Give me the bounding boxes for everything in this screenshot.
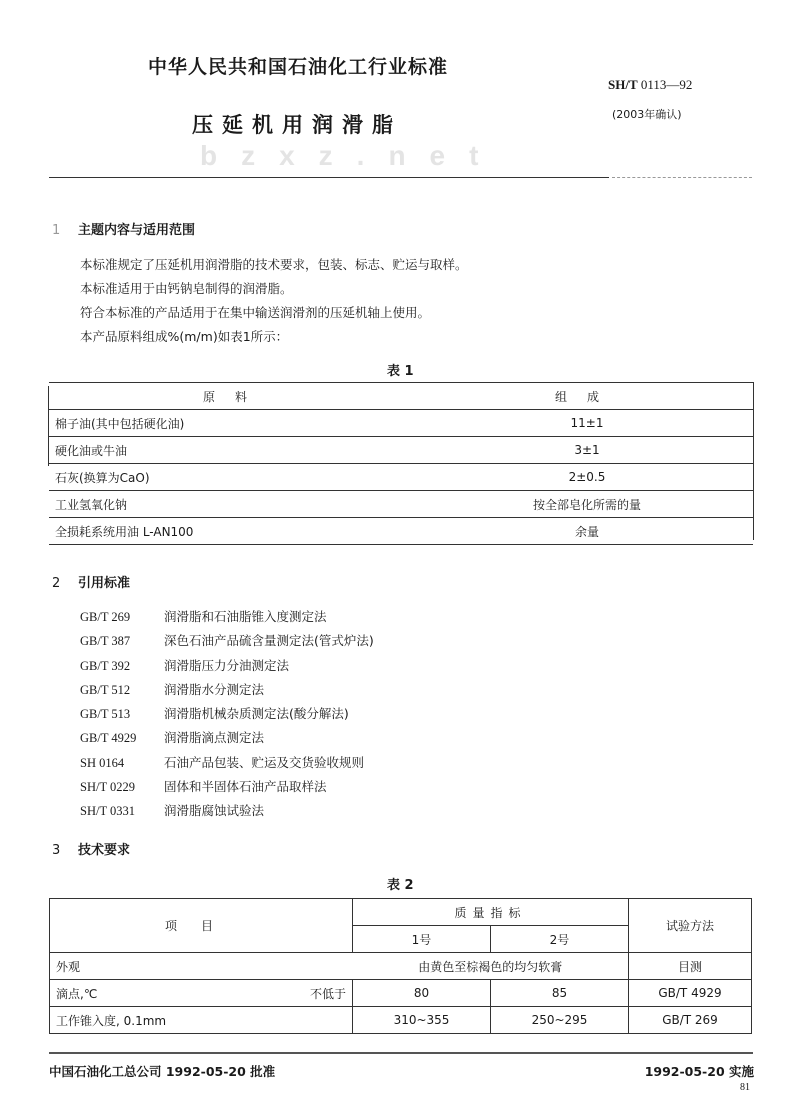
- section-1-body: [80, 253, 468, 349]
- table-2: [49, 898, 752, 1034]
- table-row: [50, 1007, 752, 1034]
- standard-code: [608, 77, 692, 93]
- material-cell: 石灰(换算为CaO): [49, 464, 421, 491]
- method-cell: GB/T 4929: [629, 980, 752, 1007]
- table-row: [49, 464, 753, 491]
- header-divider: [49, 177, 609, 178]
- method-cell: 目测: [629, 953, 752, 980]
- reference-title: 润滑脂机械杂质测定法(酸分解法): [163, 706, 349, 722]
- reference-title: 深色石油产品硫含量测定法(管式炉法): [163, 633, 374, 649]
- section-title: 主题内容与适用范围: [78, 223, 196, 238]
- header-cell-grade-2: 2号: [491, 926, 629, 953]
- table-row: [50, 953, 752, 980]
- composition-cell: 11±1: [421, 410, 753, 437]
- grade-1-cell: 310~355: [353, 1007, 491, 1034]
- reference-code: SH/T 0331: [80, 804, 135, 819]
- quality-cell-merged: 由黄色至棕褐色的均匀软膏: [353, 953, 629, 980]
- method-cell: GB/T 269: [629, 1007, 752, 1034]
- composition-cell: 2±0.5: [421, 464, 753, 491]
- standard-code-prefix: SH/T: [608, 77, 638, 92]
- reference-title: 固体和半固体石油产品取样法: [163, 779, 327, 795]
- table-1-right-border: [753, 382, 754, 540]
- section-3-heading: [52, 839, 130, 858]
- header-cell-method: 试验方法: [629, 899, 752, 953]
- section-number: 1: [52, 223, 61, 238]
- reference-item: [80, 605, 374, 629]
- reference-code: GB/T 387: [80, 634, 131, 649]
- table-row: [50, 980, 752, 1007]
- grade-2-cell: 250~295: [491, 1007, 629, 1034]
- reference-title: 润滑脂水分测定法: [163, 681, 264, 697]
- table-row: [49, 518, 753, 545]
- section-title: 引用标准: [78, 576, 131, 591]
- reference-code: SH 0164: [80, 755, 125, 770]
- reference-code: GB/T 392: [80, 658, 131, 673]
- section-title: 技术要求: [78, 843, 131, 858]
- reference-code: GB/T 269: [80, 610, 131, 624]
- section-number: 2: [52, 576, 61, 591]
- reference-item: [80, 726, 374, 750]
- reference-code: GB/T 512: [80, 682, 131, 697]
- reference-item: [80, 751, 374, 775]
- reference-code: SH/T 0229: [80, 780, 135, 795]
- reference-item: [80, 799, 374, 823]
- table-row: [49, 410, 753, 437]
- section-2-heading: [52, 572, 130, 591]
- header-cell-material: 原料: [49, 383, 421, 410]
- watermark: bzxz.net: [200, 140, 503, 171]
- document-title: 压延机用润滑脂: [192, 113, 402, 137]
- grade-1-cell: 80: [353, 980, 491, 1007]
- header-cell-composition: 组成: [421, 383, 753, 410]
- reference-list: [80, 605, 374, 824]
- reference-title: 润滑脂腐蚀试验法: [163, 803, 264, 819]
- confirmation-note: (2003年确认): [612, 108, 682, 121]
- table-1: [49, 382, 753, 545]
- composition-cell: 3±1: [421, 437, 753, 464]
- item-cell: 工作锥入度, 0.1mm: [50, 1007, 353, 1034]
- header-divider-faint: [612, 177, 752, 179]
- approval-note: 中国石油化工总公司 1992-05-20 批准: [49, 1064, 276, 1079]
- reference-code: GB/T 4929: [80, 731, 137, 746]
- material-cell: 全损耗系统用油 L-AN100: [49, 518, 421, 545]
- reference-title: 润滑脂压力分油测定法: [163, 657, 289, 673]
- reference-item: [80, 775, 374, 799]
- paragraph: 本产品原料组成%(m/m)如表1所示：: [80, 329, 289, 344]
- standard-code-number: 0113—92: [640, 77, 693, 92]
- material-cell: 棉子油(其中包括硬化油): [49, 410, 421, 437]
- header-cell-item: 项目: [50, 899, 353, 953]
- item-cell: 滴点,℃: [50, 980, 263, 1007]
- header-cell-grade-1: 1号: [353, 926, 491, 953]
- table-2-caption: 表 2: [387, 878, 414, 893]
- table-row: [49, 437, 753, 464]
- item-cell: 外观: [50, 953, 353, 980]
- reference-code: GB/T 513: [80, 707, 131, 722]
- page-number: 81: [740, 1082, 750, 1093]
- reference-item: [80, 678, 374, 702]
- qualifier-cell: 不低于: [262, 980, 353, 1007]
- table-header-row: [49, 383, 753, 410]
- composition-cell: 余量: [421, 518, 753, 545]
- paragraph: 本标准适用于由钙钠皂制得的润滑脂。: [80, 281, 293, 296]
- table-1-caption: 表 1: [387, 364, 414, 379]
- paragraph: 本标准规定了压延机用润滑脂的技术要求，包装、标志、贮运与取样。: [80, 257, 468, 272]
- composition-cell: 按全部皂化所需的量: [421, 491, 753, 518]
- reference-item: [80, 702, 374, 726]
- implementation-note: 1992-05-20 实施: [644, 1064, 754, 1079]
- standard-organization: 中华人民共和国石油化工行业标准: [148, 56, 449, 78]
- reference-item: [80, 654, 374, 678]
- section-1-heading: [52, 219, 195, 238]
- grade-2-cell: 85: [491, 980, 629, 1007]
- reference-item: [80, 629, 374, 653]
- material-cell: 硬化油或牛油: [49, 437, 421, 464]
- reference-title: 润滑脂和石油脂锥入度测定法: [163, 609, 327, 624]
- paragraph: 符合本标准的产品适用于在集中输送润滑剂的压延机轴上使用。: [80, 305, 431, 320]
- reference-title: 润滑脂滴点测定法: [163, 730, 264, 746]
- header-cell-quality: 质量指标: [353, 899, 629, 926]
- table-header-row: [50, 899, 752, 926]
- section-number: 3: [52, 843, 61, 858]
- reference-title: 石油产品包装、贮运及交货验收规则: [163, 754, 364, 770]
- material-cell: 工业氢氧化钠: [49, 491, 421, 518]
- footer-divider: [49, 1052, 753, 1054]
- table-row: [49, 491, 753, 518]
